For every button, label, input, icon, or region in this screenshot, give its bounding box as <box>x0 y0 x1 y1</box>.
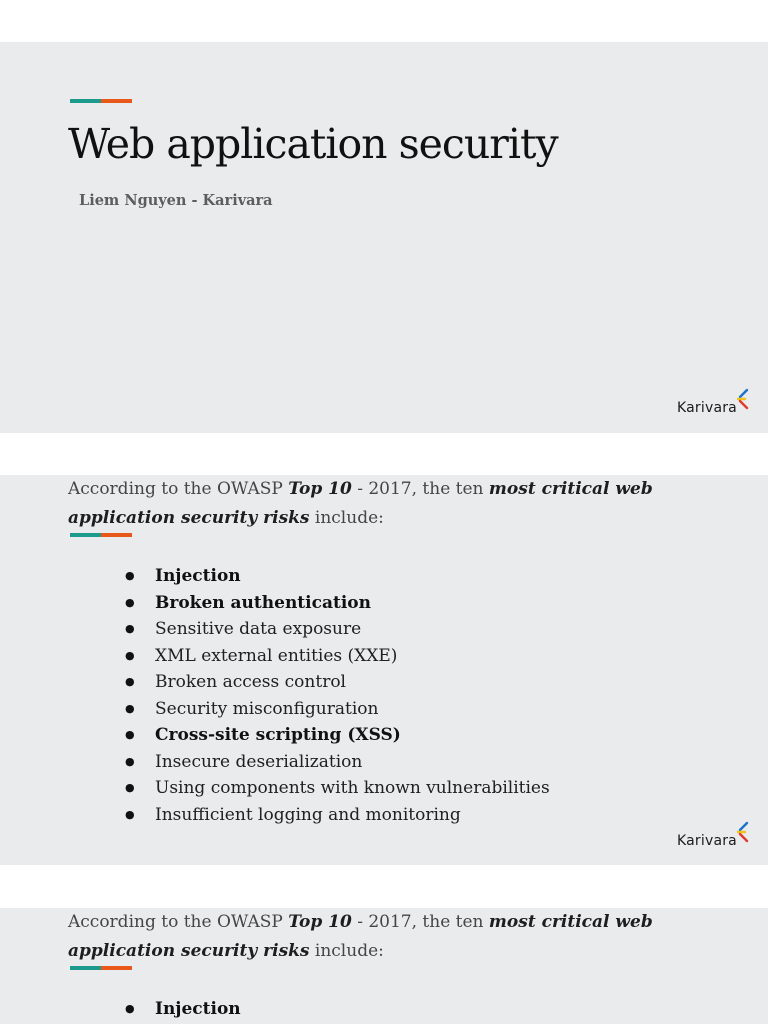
list-item: ● Cross-site scripting (XSS) <box>155 722 550 749</box>
list-item: ● Security misconfiguration <box>155 696 550 723</box>
karivara-logo <box>677 388 753 416</box>
logo-wordmark: Karivara <box>677 833 737 849</box>
list-item: ● Sensitive data exposure <box>155 616 550 643</box>
list-item: ● Insecure deserialization <box>155 749 550 776</box>
list-item: ● XML external entities (XXE) <box>155 643 550 670</box>
logo-wordmark: Karivara <box>677 400 737 416</box>
accent-bar <box>70 99 132 103</box>
intro-paragraph: According to the OWASP Top 10 - 2017, the ten most critical web application security risks include: <box>68 479 653 528</box>
owasp-slide-repeat <box>0 908 768 1024</box>
list-item: ● Injection <box>155 563 550 590</box>
list-item: ● Insufficient logging and monitoring <box>155 802 550 829</box>
slide-subtitle: Liem Nguyen - Karivara <box>79 192 273 209</box>
risk-list <box>155 996 241 1023</box>
list-item: ● Using components with known vulnerabilities <box>155 775 550 802</box>
intro-paragraph: According to the OWASP Top 10 - 2017, the ten most critical web application security risks include: <box>68 912 653 961</box>
title-slide <box>0 42 768 433</box>
karivara-logo <box>677 821 753 849</box>
list-item: ● Broken access control <box>155 669 550 696</box>
slide-title: Web application security <box>68 120 558 168</box>
logo-spark-icon <box>733 388 753 410</box>
owasp-slide <box>0 475 768 865</box>
list-item: ● Injection <box>155 996 241 1023</box>
risk-list <box>155 563 550 828</box>
list-item: ● Broken authentication <box>155 590 550 617</box>
accent-bar <box>70 966 132 970</box>
logo-spark-icon <box>733 821 753 843</box>
accent-bar <box>70 533 132 537</box>
